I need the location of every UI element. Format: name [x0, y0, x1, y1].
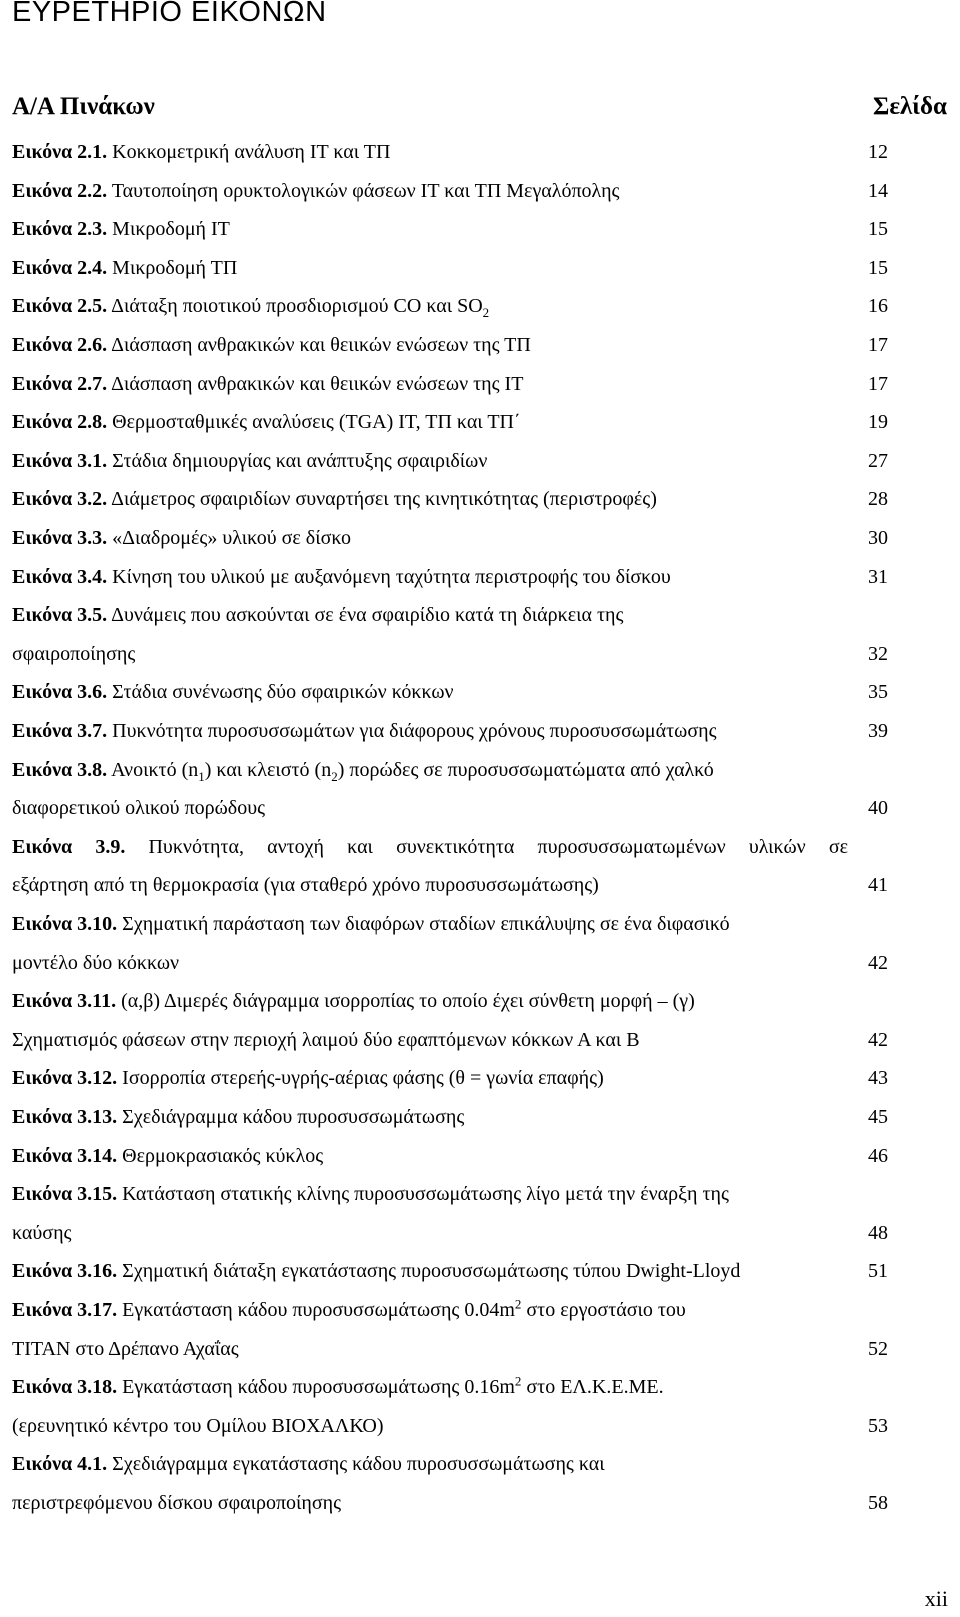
- figure-page-number: 45: [868, 1106, 888, 1128]
- figure-label: Εικόνα 2.1.: [12, 141, 108, 163]
- figure-entry: [12, 1137, 948, 1176]
- figure-page-number: 15: [868, 218, 888, 241]
- figure-label: Εικόνα 3.10.: [12, 913, 118, 935]
- figure-label: Εικόνα 3.7.: [12, 720, 108, 742]
- figure-page-number: 32: [868, 642, 888, 665]
- figure-page-number: 48: [868, 1221, 888, 1244]
- figure-caption: Δυνάμεις που ασκούνται σε ένα σφαιρίδιο κατά τη διάρκεια της: [111, 604, 624, 627]
- figure-entry: [12, 442, 948, 481]
- figure-entry: [12, 828, 948, 905]
- figure-entry: [12, 982, 948, 1059]
- figure-entry-line: [12, 1368, 948, 1407]
- figure-label: Εικόνα 3.5.: [12, 604, 108, 627]
- figure-entry-line: [12, 982, 948, 1021]
- figure-caption: Διάμετρος σφαιριδίων συναρτήσει της κινητικότητας (περιστροφές): [111, 488, 657, 511]
- figure-caption: Κίνηση του υλικού με αυξανόμενη ταχύτητα περιστροφής του δίσκου: [112, 565, 671, 588]
- figure-entry-line: [12, 442, 948, 481]
- figure-page-number: 40: [868, 797, 888, 820]
- figure-entry-line: [12, 1252, 948, 1291]
- figure-entry: [12, 519, 948, 558]
- figure-caption: περιστρεφόμενου δίσκου σφαιροποίησης: [12, 1491, 342, 1514]
- figure-page-number: 43: [868, 1067, 888, 1090]
- figure-label: Εικόνα 2.8.: [12, 411, 108, 434]
- figure-caption: «Διαδρομές» υλικού σε δίσκο: [112, 527, 352, 549]
- figure-entry-line: [12, 944, 948, 983]
- figure-label: Εικόνα 3.9.: [12, 835, 126, 858]
- figure-label: Εικόνα 3.17.: [12, 1299, 118, 1321]
- figure-entry-line: [12, 326, 948, 365]
- figure-entry-line: [12, 1214, 948, 1253]
- figure-entry-line: [12, 828, 948, 867]
- figure-page-number: 27: [868, 449, 888, 472]
- figure-label: Εικόνα 3.4.: [12, 565, 108, 588]
- figure-label: Εικόνα 3.3.: [12, 527, 108, 549]
- figure-entry-line: [12, 1175, 948, 1214]
- figure-entry-line: [12, 1137, 948, 1176]
- figure-label: Εικόνα 2.2.: [12, 179, 108, 202]
- figure-label: Εικόνα 3.11.: [12, 990, 117, 1013]
- figure-entry: [12, 596, 948, 673]
- figure-page-number: 39: [868, 720, 888, 742]
- figure-entry-line: [12, 1407, 948, 1446]
- figure-entry-line: [12, 403, 948, 442]
- figure-caption: σφαιροποίησης: [12, 642, 136, 665]
- figure-label: Εικόνα 3.15.: [12, 1183, 118, 1206]
- figure-entry-line: [12, 712, 948, 751]
- figure-entry-line: [12, 1484, 948, 1523]
- figure-page-number: 58: [868, 1491, 888, 1514]
- figure-caption: εξάρτηση από τη θερμοκρασία (για σταθερό χρόνο πυροσυσσωμάτωσης): [12, 874, 599, 897]
- figure-entry-line: [12, 365, 948, 404]
- figure-caption: Σχεδιάγραμμα εγκατάστασης κάδου πυροσυσσωμάτωσης και: [112, 1453, 605, 1476]
- figure-caption: Σχηματική διάταξη εγκατάστασης πυροσυσσωμάτωσης τύπου Dwight-Lloyd: [122, 1260, 741, 1283]
- figure-caption: Κοκκομετρική ανάλυση ΙΤ και ΤΠ: [112, 141, 391, 163]
- figure-label: Εικόνα 2.7.: [12, 372, 108, 395]
- figure-entry: [12, 133, 948, 172]
- figure-label: Εικόνα 4.1.: [12, 1453, 108, 1476]
- page-number: xii: [924, 1586, 948, 1611]
- figure-label: Εικόνα 3.1.: [12, 449, 108, 472]
- figure-page-number: 42: [868, 951, 888, 974]
- caption-subscript: 2: [482, 305, 490, 321]
- figure-page-number: 41: [868, 874, 888, 897]
- figure-page-number: 15: [868, 256, 888, 279]
- figure-entry: [12, 1368, 948, 1445]
- figure-caption: Σχεδιάγραμμα κάδου πυροσυσσωμάτωσης: [122, 1106, 465, 1128]
- figure-caption: Μικροδομή ΙΤ: [112, 218, 230, 241]
- figure-entry-line: [12, 1330, 948, 1369]
- figure-page-number: 28: [868, 488, 888, 511]
- figure-caption: Σχηματική παράσταση των διαφόρων σταδίων επικάλυψης σε ένα διφασικό: [122, 913, 730, 935]
- figure-entry: [12, 1098, 948, 1137]
- figure-page-number: 35: [868, 681, 888, 704]
- figure-caption: Στάδια συνένωσης δύο σφαιρικών κόκκων: [112, 681, 454, 704]
- figure-entry-line: [12, 905, 948, 944]
- figure-entry: [12, 1445, 948, 1522]
- figure-page-number: 19: [868, 411, 888, 434]
- figure-caption: (α,β) Διμερές διάγραμμα ισορροπίας το οποίο έχει σύνθετη μορφή – (γ): [121, 990, 695, 1013]
- figure-entry: [12, 1291, 948, 1368]
- figure-caption: Εγκατάσταση κάδου πυροσυσσωμάτωσης $0.16m^2$ στο ΕΛ.Κ.Ε.ΜΕ.: [122, 1373, 664, 1399]
- figure-page-number: 17: [868, 372, 888, 395]
- figure-entry: [12, 905, 948, 982]
- figure-entry: [12, 712, 948, 751]
- figure-page-number: 17: [868, 334, 888, 356]
- figure-entry-line: [12, 1291, 948, 1330]
- figure-entry: [12, 249, 948, 288]
- figure-page-number: 42: [868, 1028, 888, 1051]
- figure-entry-line: [12, 635, 948, 674]
- figure-entry-line: [12, 866, 948, 905]
- figure-caption: Πυκνότητα, αντοχή και συνεκτικότητα πυροσυσσωματωμένων υλικών σε: [148, 835, 848, 858]
- figure-page-number: 51: [868, 1260, 888, 1283]
- figure-label: Εικόνα 3.14.: [12, 1144, 118, 1167]
- figure-caption: Στάδια δημιουργίας και ανάπτυξης σφαιριδίων: [112, 449, 488, 472]
- figure-entry: [12, 1059, 948, 1098]
- figure-label: Εικόνα 3.8.: [12, 758, 108, 781]
- figure-caption: (ερευνητικό κέντρο του Ομίλου ΒΙΟΧΑΛΚΟ): [12, 1414, 384, 1437]
- figure-page-number: 31: [868, 565, 888, 588]
- figure-caption: Διάσπαση ανθρακικών και θειικών ενώσεων της ΤΠ: [111, 334, 531, 356]
- figure-entry-line: [12, 751, 948, 790]
- figure-entry-line: [12, 1021, 948, 1060]
- figure-label: Εικόνα 3.18.: [12, 1376, 118, 1399]
- figure-label: Εικόνα 3.6.: [12, 681, 108, 704]
- figure-page-number: 16: [868, 295, 888, 318]
- figure-entry: [12, 1252, 948, 1291]
- figure-label: Εικόνα 3.2.: [12, 488, 108, 511]
- figure-label: Εικόνα 3.13.: [12, 1106, 118, 1128]
- figure-entry-line: [12, 133, 948, 172]
- page-title: ΕΥΡΕΤΗΡΙΟ ΕΙΚΟΝΩΝ: [12, 0, 327, 28]
- figure-caption: μοντέλο δύο κόκκων: [12, 951, 180, 974]
- figure-page-number: 52: [868, 1337, 888, 1360]
- figure-caption: Κατάσταση στατικής κλίνης πυροσυσσωμάτωσης λίγο μετά την έναρξη της: [122, 1183, 729, 1206]
- figure-entry-line: [12, 287, 948, 326]
- figure-entry: [12, 210, 948, 249]
- figure-entry: [12, 326, 948, 365]
- figure-caption: καύσης: [12, 1221, 72, 1244]
- figure-label: Εικόνα 3.12.: [12, 1067, 118, 1090]
- figure-page-number: 12: [868, 141, 888, 163]
- figure-page-number: 30: [868, 527, 888, 549]
- figure-entry: [12, 287, 948, 326]
- column-header-figures: Α/Α Πινάκων: [12, 93, 155, 120]
- figure-label: Εικόνα 2.5.: [12, 295, 108, 318]
- figure-caption: Θερμοσταθμικές αναλύσεις (TGA) ΙΤ, ΤΠ και ΤΠ΄: [112, 411, 521, 434]
- figure-entry-line: [12, 596, 948, 635]
- figure-label: Εικόνα 2.3.: [12, 218, 108, 241]
- figure-page-number: 53: [868, 1414, 888, 1437]
- figure-caption: ΤΙΤΑΝ στο Δρέπανο Αχαΐας: [12, 1337, 239, 1360]
- figure-entry-line: [12, 172, 948, 211]
- figure-entry: [12, 1175, 948, 1252]
- figure-entry: [12, 403, 948, 442]
- figure-entry-line: [12, 1098, 948, 1137]
- column-header-page: Σελίδα: [873, 93, 947, 120]
- figure-label: Εικόνα 2.6.: [12, 334, 108, 356]
- figure-entry-line: [12, 558, 948, 597]
- figure-entry-line: [12, 210, 948, 249]
- figure-caption: Εγκατάσταση κάδου πυροσυσσωμάτωσης $0.04m^2$ στο εργοστάσιο του: [122, 1296, 686, 1321]
- figure-label: Εικόνα 2.4.: [12, 256, 108, 279]
- figure-caption: Θερμοκρασιακός κύκλος: [122, 1144, 324, 1167]
- figure-entry: [12, 673, 948, 712]
- figure-caption: Διάσπαση ανθρακικών και θειικών ενώσεων της ΙΤ: [111, 372, 524, 395]
- figure-label: Εικόνα 3.16.: [12, 1260, 118, 1283]
- figure-entry: [12, 365, 948, 404]
- figure-entry-line: [12, 1445, 948, 1484]
- figure-caption: Ταυτοποίηση ορυκτολογικών φάσεων ΙΤ και ΤΠ Μεγαλόπολης: [111, 179, 620, 202]
- figure-entry-line: [12, 1059, 948, 1098]
- figure-caption: Διάταξη ποιοτικού προσδιορισμού CO και $SO_2$: [111, 295, 490, 321]
- figure-page-number: 46: [868, 1144, 888, 1167]
- figure-entry: [12, 558, 948, 597]
- figure-entry-line: [12, 519, 948, 558]
- figure-entry: [12, 751, 948, 828]
- figure-caption: Ανοικτό $(n_1)$ και κλειστό $(n_2)$ πορώδες σε πυροσυσσωματώματα από χαλκό: [111, 758, 714, 784]
- figure-page-number: 14: [868, 179, 888, 202]
- figure-entry: [12, 480, 948, 519]
- figure-caption: Ισορροπία στερεής-υγρής-αέριας φάσης (θ = γωνία επαφής): [122, 1067, 604, 1090]
- figure-entry-line: [12, 789, 948, 828]
- figure-entry-line: [12, 480, 948, 519]
- figure-caption: Σχηματισμός φάσεων στην περιοχή λαιμού δύο εφαπτόμενων κόκκων Α και Β: [12, 1028, 640, 1051]
- figure-entry: [12, 172, 948, 211]
- figure-caption: Μικροδομή ΤΠ: [112, 256, 238, 279]
- figure-caption: Πυκνότητα πυροσυσσωμάτων για διάφορους χρόνους πυροσυσσωμάτωσης: [112, 720, 717, 742]
- figure-entry-line: [12, 673, 948, 712]
- figure-caption: διαφορετικού ολικού πορώδους: [12, 797, 266, 820]
- figure-entry-line: [12, 249, 948, 288]
